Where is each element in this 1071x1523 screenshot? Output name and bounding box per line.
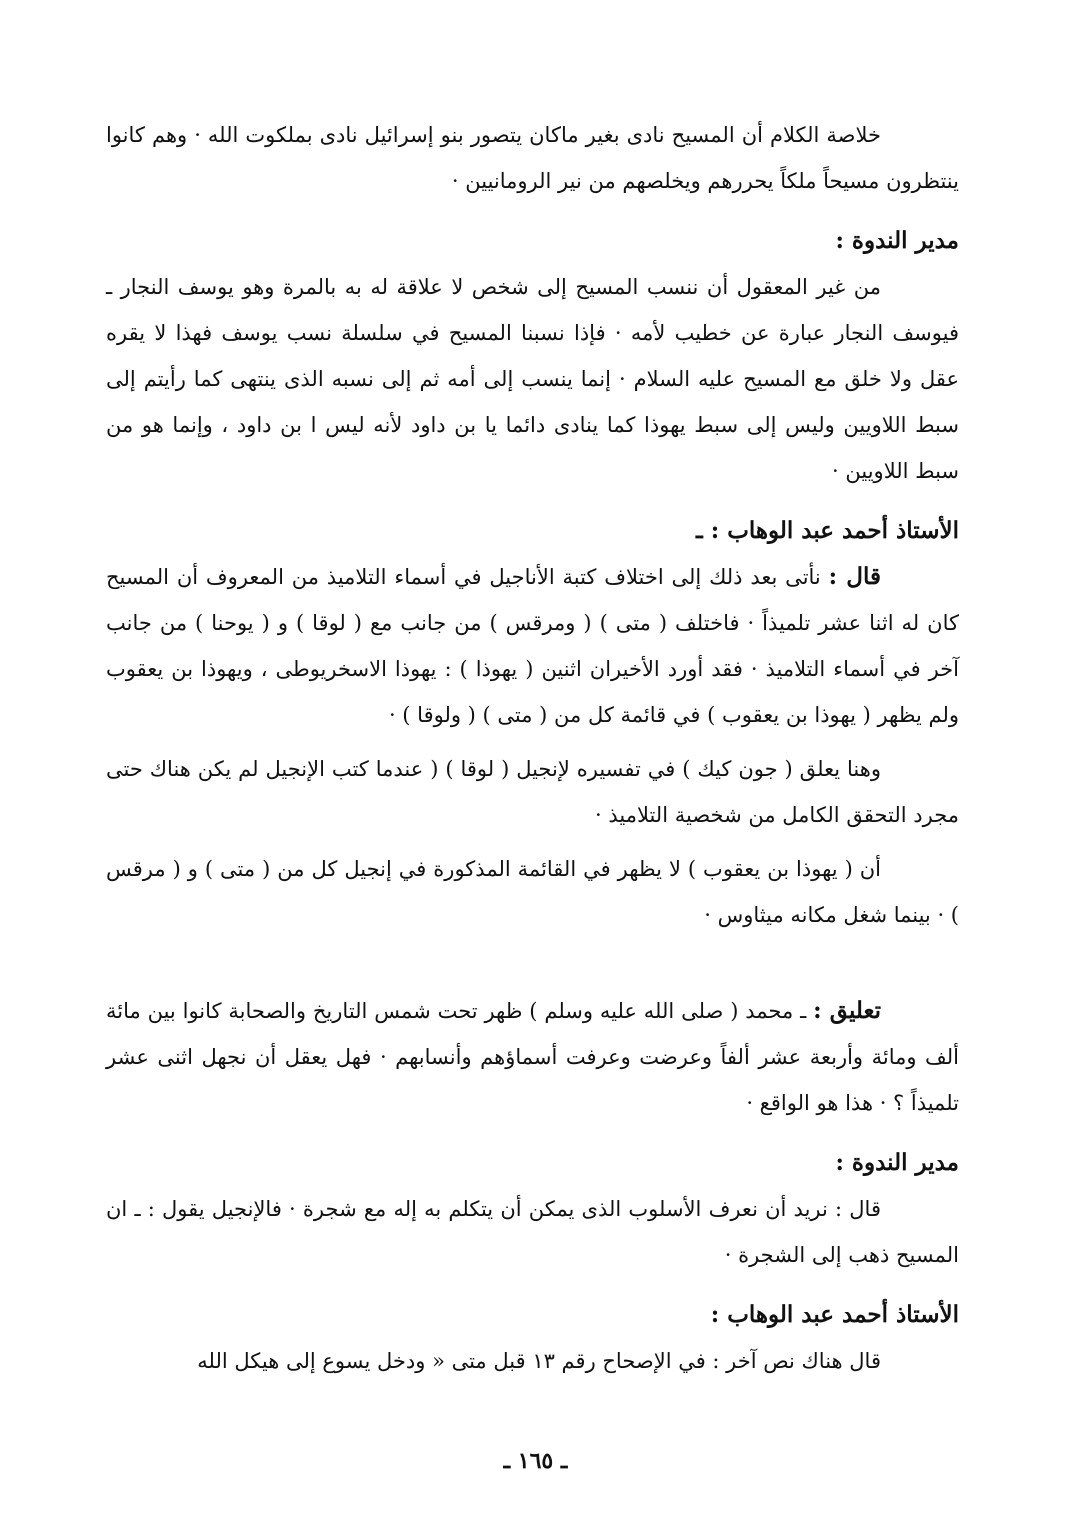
paragraph-disciples-text: نأتى بعد ذلك إلى اختلاف كتبة الأناجيل في أسماء التلاميذ من المعروف أن المسيح كان له اثنا عشر تلميذاً · فاختلف ( متى ) ( ومرقس ) من جانب مع ( لوقا ) و ( يوحنا ) من جانب آخر في أسماء التلاميذ · فقد أورد الأخيران اثنين ( يهوذا ) : يهوذا الاسخريوطى ، ويهوذا بن يعقوب ولم يظهر ( يهوذا بن يعقوب ) في قائمة كل من ( متى ) ( ولوقا ) ·: [106, 565, 959, 727]
paragraph-lead-comment: تعليق :: [813, 997, 881, 1024]
paragraph-lineage: من غير المعقول أن ننسب المسيح إلى شخص لا علاقة له به بالمرة وهو يوسف النجار ـ فيوسف النجار عبارة عن خطيب لأمه · فإذا نسبنا المسيح في سلسلة نسب يوسف فهذا لا يقره عقل ولا خلق مع المسيح عليه السلام · إنما ينسب إلى أمه ثم إلى نسبه الذى ينتهى كما رأيتم إلى سبط اللاويين وليس إلى سبط يهوذا كما ينادى دائما يا بن داود لأنه ليس ا بن داود ، وإنما هو من سبط اللاويين ·: [106, 275, 959, 483]
heading-speaker-2: الأستاذ أحمد عبد الوهاب :: [710, 1301, 959, 1328]
paragraph-commentary: وهنا يعلق ( جون كيك ) في تفسيره لإنجيل ( لوقا ) ( عندما كتب الإنجيل لم يكن هناك حتى مجرد التحقق الكامل من شخصية التلاميذ ·: [106, 757, 959, 827]
paragraph-temple: قال هناك نص آخر : في الإصحاح رقم ١٣ قبل متى « ودخل يسوع إلى هيكل الله: [197, 1349, 881, 1373]
paragraph-judas: أن ( يهوذا بن يعقوب ) لا يظهر في القائمة المذكورة في إنجيل كل من ( متى ) و ( مرقس ) · بينما شغل مكانه ميثاوس ·: [106, 857, 959, 927]
heading-moderator-1: مدير الندوة :: [835, 227, 959, 254]
paragraph-lead-said: قال :: [828, 563, 881, 590]
page-body: [106, 112, 959, 1384]
paragraph-tree: قال : نريد أن نعرف الأسلوب الذى يمكن أن يتكلم به إله مع شجرة · فالإنجيل يقول : ـ ان المسيح ذهب إلى الشجرة ·: [106, 1197, 959, 1267]
paragraph-comment-text: ـ محمد ( صلى الله عليه وسلم ) ظهر تحت شمس التاريخ والصحابة كانوا بين مائة ألف ومائة وأربعة عشر ألفاً وعرضت وعرفت أسماؤهم وأنسابهم · فهل يعقل أن نجهل اثنى عشر تلميذاً ؟ · هذا هو الواقع ·: [106, 999, 959, 1115]
paragraph-comment: [106, 988, 959, 1126]
paragraph-disciples: [106, 554, 959, 738]
paragraph-summary: خلاصة الكلام أن المسيح نادى بغير ماكان يتصور بنو إسرائيل نادى بملكوت الله · وهم كانوا ينتظرون مسيحاً ملكاً يحررهم ويخلصهم من نير الرومانيين ·: [106, 123, 959, 193]
heading-moderator-2: مدير الندوة :: [835, 1149, 959, 1176]
page-number: ـ ١٦٥ ـ: [503, 1448, 568, 1474]
heading-speaker-1: الأستاذ أحمد عبد الوهاب : ـ: [695, 517, 959, 544]
